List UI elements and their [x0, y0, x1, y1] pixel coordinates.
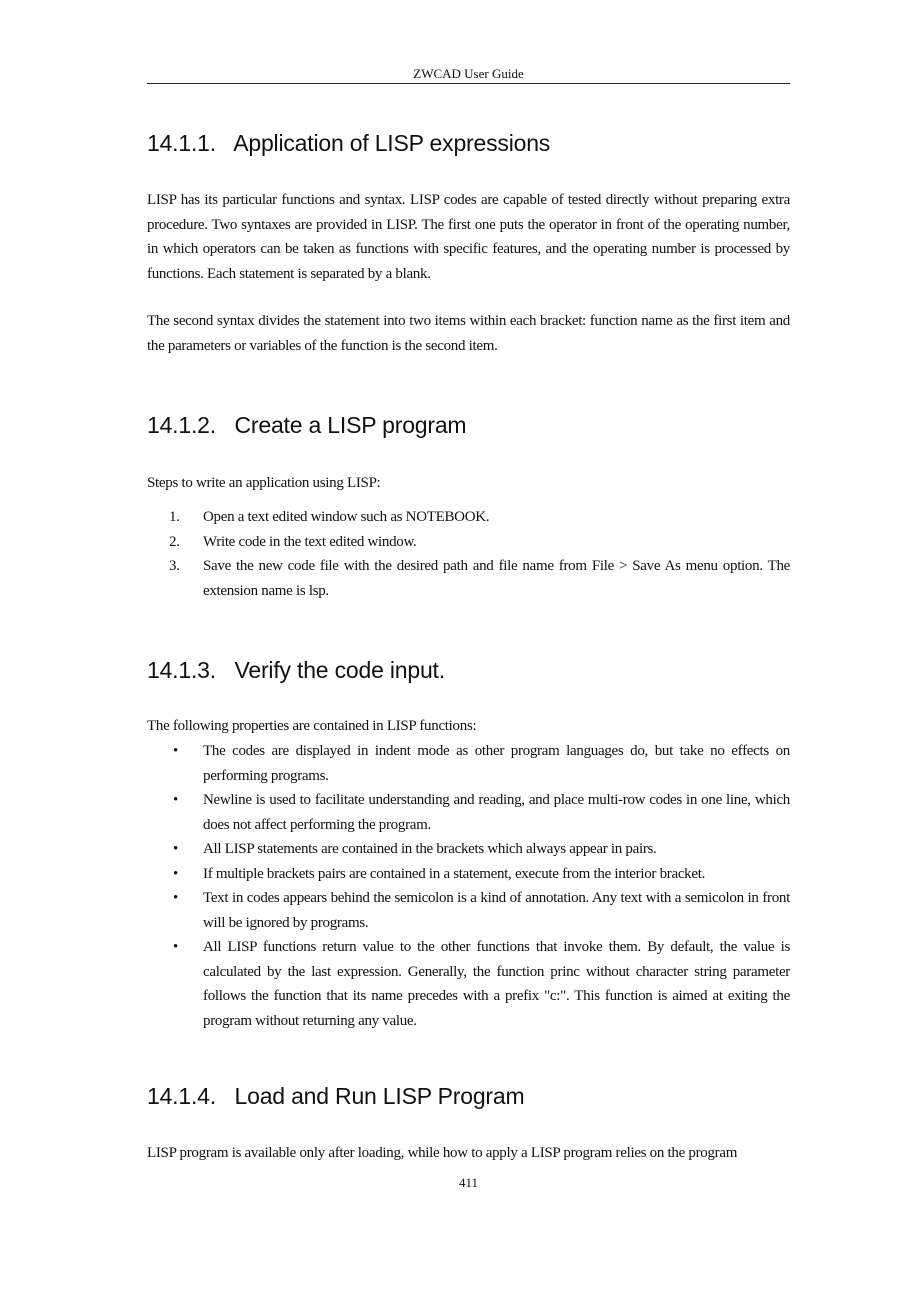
- list-text: Save the new code file with the desired path and file name from File > Save As menu option. The extension name is lsp.: [203, 558, 790, 599]
- list-number: 1.: [169, 509, 180, 525]
- paragraph: LISP program is available only after loading, while how to apply a LISP program relies on the program: [147, 1145, 738, 1161]
- page-number: 411: [458, 1175, 479, 1190]
- list-text: Open a text edited window such as NOTEBOOK.: [203, 509, 490, 525]
- paragraph: The following properties are contained in LISP functions:: [147, 718, 477, 734]
- list-text: Newline is used to facilitate understanding and reading, and place multi-row codes in one line, which does not affect performing the program.: [203, 792, 790, 833]
- list-item: [147, 935, 790, 1033]
- bullet-icon: •: [173, 865, 178, 882]
- bullet-icon: •: [173, 841, 178, 857]
- running-header: ZWCAD User Guide: [413, 66, 524, 81]
- list-item: [147, 505, 790, 530]
- list-item: [147, 837, 790, 862]
- steps-list: [147, 505, 790, 603]
- list-number: 3.: [169, 558, 180, 574]
- header-rule: [147, 83, 790, 84]
- list-text: If multiple brackets pairs are contained in a statement, execute from the interior bracket.: [203, 865, 706, 882]
- list-text: Write code in the text edited window.: [203, 533, 417, 550]
- section-heading-14-1-1: 14.1.1. Application of LISP expressions: [147, 130, 551, 156]
- bullet-icon: •: [173, 939, 178, 955]
- paragraph: The second syntax divides the statement into two items within each bracket: function name as the first item and the parameters or variables of the function is the second item.: [147, 313, 790, 354]
- list-item: [147, 886, 790, 935]
- properties-list: [147, 739, 790, 1033]
- bullet-icon: •: [173, 890, 178, 906]
- list-item: [147, 554, 790, 603]
- section-heading-14-1-2: 14.1.2. Create a LISP program: [147, 412, 467, 438]
- list-item: [147, 788, 790, 837]
- list-number: 2.: [169, 533, 180, 550]
- paragraph: LISP has its particular functions and syntax. LISP codes are capable of tested directly without preparing extra procedure. Two syntaxes are provided in LISP. The first one puts the operator in front of the operating number, in which operators can be taken as functions with specific features, and the operating number is processed by functions. Each statement is separated by a blank.: [147, 192, 790, 282]
- list-item: [147, 739, 790, 788]
- bullet-icon: •: [173, 792, 178, 808]
- bullet-icon: •: [173, 743, 178, 759]
- paragraph: Steps to write an application using LISP:: [147, 475, 381, 491]
- list-text: The codes are displayed in indent mode as other program languages do, but take no effects on performing programs.: [203, 743, 790, 784]
- list-text: Text in codes appears behind the semicolon is a kind of annotation. Any text with a semicolon in front will be ignored by programs.: [203, 890, 790, 931]
- section-heading-14-1-3: 14.1.3. Verify the code input.: [147, 657, 445, 683]
- list-item: [147, 862, 790, 887]
- list-text: All LISP functions return value to the other functions that invoke them. By default, the value is calculated by the last expression. Generally, the function princ without character string parameter follows the function that its name precedes with a prefix "c:". This function is aimed at exiting the program without returning any value.: [203, 939, 790, 1029]
- list-item: [147, 530, 790, 555]
- list-text: All LISP statements are contained in the brackets which always appear in pairs.: [203, 841, 657, 857]
- section-heading-14-1-4: 14.1.4. Load and Run LISP Program: [147, 1083, 525, 1109]
